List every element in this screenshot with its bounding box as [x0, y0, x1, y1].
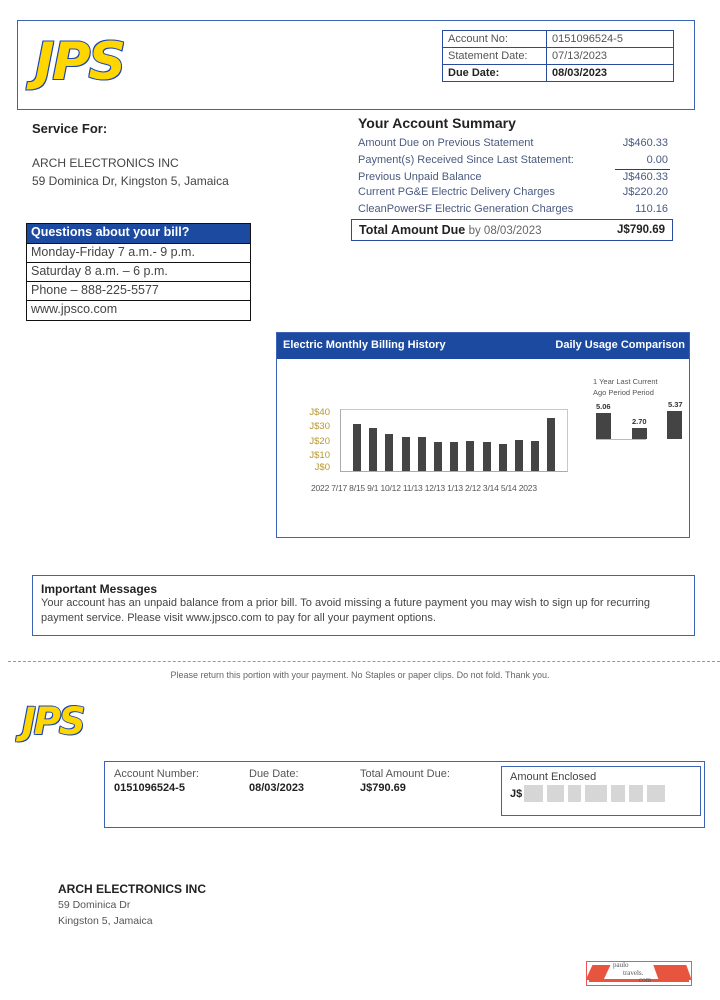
important-messages-body: Your account has an unpaid balance from a prior bill. To avoid missing a future payment you may wish to sign up for recurring payment service. Please visit www.jpsco.com to pay for all your payment options. [41, 597, 650, 624]
summary-label: CleanPowerSF Electric Generation Charges [358, 203, 574, 215]
amount-digit-box[interactable] [647, 785, 665, 802]
chart-header-bar [277, 333, 689, 359]
remit-total-value: J$790.69 [360, 782, 406, 794]
watermark-text [613, 962, 651, 985]
bar [466, 441, 474, 471]
usage-value-label: 5.37 [668, 400, 683, 409]
x-axis-labels: 2022 7/17 8/15 9/1 10/12 11/13 12/13 1/13 2/12 3/14 5/14 2023 [311, 483, 537, 493]
remit-total [360, 768, 450, 794]
perforation-line [8, 661, 720, 662]
bar [434, 442, 442, 471]
remit-due-value: 08/03/2023 [249, 782, 305, 794]
watermark-stripe-left [586, 965, 610, 980]
summary-row [358, 154, 668, 166]
summary-row [358, 186, 668, 198]
summary-row [358, 203, 668, 215]
currency-symbol: J$ [510, 787, 523, 800]
summary-label: Amount Due on Previous Statement [358, 137, 534, 149]
bar [353, 424, 361, 471]
monthly-billing-chart [340, 409, 568, 472]
summary-amount: J$460.33 [622, 137, 668, 149]
bar [450, 442, 458, 471]
bar [385, 434, 393, 471]
amount-digit-box[interactable] [547, 785, 564, 802]
amount-digit-box[interactable] [611, 785, 625, 802]
summary-amount: J$220.20 [622, 186, 668, 198]
remit-account-label: Account Number: [114, 768, 199, 780]
amount-digit-box[interactable] [568, 785, 581, 802]
remit-total-label: Total Amount Due: [360, 768, 450, 780]
amount-enclosed-box [501, 766, 701, 816]
summary-label: Current PG&E Electric Delivery Charges [358, 186, 555, 198]
mailing-address-line2: Kingston 5, Jamaica [58, 915, 153, 927]
mailing-name: ARCH ELECTRONICS INC [58, 882, 207, 896]
daily-usage-title: Daily Usage Comparison [555, 339, 685, 351]
total-amount-due-box [351, 219, 673, 241]
summary-label: Previous Unpaid Balance [358, 171, 482, 183]
remit-due-label: Due Date: [249, 768, 299, 780]
bar [369, 428, 377, 471]
return-instructions: Please return this portion with your payment. No Staples or paper clips. Do not fold. Thank you. [170, 670, 550, 680]
account-number-row [443, 31, 674, 48]
bar [418, 437, 426, 471]
due-date-value: 08/03/2023 [547, 65, 674, 82]
usage-legend-line1: 1 Year Last Current [593, 377, 658, 386]
y-tick: J$10 [309, 450, 330, 461]
bar [499, 444, 507, 471]
watermark-logo [586, 961, 692, 986]
total-due-by-date: by 08/03/2023 [468, 225, 542, 237]
important-messages-heading: Important Messages [41, 582, 158, 596]
jps-logo-stub: JPS [22, 700, 84, 743]
amount-digit-box[interactable] [524, 785, 543, 802]
mailing-address-line1: 59 Dominica Dr [58, 899, 131, 911]
weekday-hours: Monday-Friday 7 a.m.- 9 p.m. [27, 243, 250, 262]
questions-box [26, 223, 251, 321]
usage-bar [667, 411, 682, 439]
y-tick: J$20 [309, 436, 330, 447]
billing-history-title: Electric Monthly Billing History [283, 339, 446, 351]
service-for-heading: Service For: [32, 121, 108, 136]
usage-bar [632, 428, 647, 439]
bar [531, 441, 539, 471]
watermark-line: paulo [613, 961, 629, 969]
summary-row [358, 171, 668, 183]
billing-history-panel [276, 332, 690, 538]
usage-value-label: 5.06 [596, 402, 611, 411]
usage-bar [596, 413, 611, 439]
amount-digit-box[interactable] [629, 785, 643, 802]
y-tick: J$40 [309, 407, 330, 418]
total-label-group [359, 223, 542, 237]
summary-amount: 0.00 [646, 154, 668, 166]
phone-number[interactable]: Phone – 888-225-5577 [27, 281, 250, 300]
account-number-label: Account No: [443, 31, 547, 48]
bar [483, 442, 491, 471]
remit-account [114, 768, 199, 794]
account-info-table [442, 30, 674, 82]
total-due-amount: J$790.69 [617, 224, 665, 236]
usage-baseline [596, 439, 646, 440]
service-customer-name: ARCH ELECTRONICS INC [32, 156, 179, 170]
summary-amount: 110.16 [635, 203, 668, 215]
statement-date-row [443, 48, 674, 65]
summary-row [358, 137, 668, 149]
questions-heading: Questions about your bill? [27, 224, 250, 243]
due-date-label: Due Date: [443, 65, 547, 82]
bar [547, 418, 555, 471]
due-date-row [443, 65, 674, 82]
service-address: 59 Dominica Dr, Kingston 5, Jamaica [32, 174, 229, 188]
remit-due-date [249, 768, 304, 794]
watermark-line: com [639, 976, 652, 984]
summary-subtotal-rule [615, 169, 670, 170]
summary-amount: J$460.33 [622, 171, 668, 183]
summary-label: Payment(s) Received Since Last Statement: [358, 154, 574, 166]
total-due-label: Total Amount Due [359, 223, 466, 237]
y-tick: J$30 [309, 421, 330, 432]
bar [402, 437, 410, 471]
remittance-box [104, 761, 705, 828]
remit-account-value: 0151096524-5 [114, 782, 185, 794]
important-messages-box [32, 575, 695, 636]
account-summary-heading: Your Account Summary [358, 115, 516, 131]
website-link[interactable]: www.jpsco.com [27, 300, 250, 320]
jps-logo: JPS [35, 32, 124, 92]
account-number-value: 0151096524-5 [547, 31, 674, 48]
statement-date-label: Statement Date: [443, 48, 547, 65]
amount-enclosed-field[interactable] [510, 785, 692, 802]
y-tick: J$0 [314, 462, 330, 473]
statement-date-value: 07/13/2023 [547, 48, 674, 65]
amount-enclosed-label: Amount Enclosed [510, 771, 597, 783]
amount-digit-box[interactable] [585, 785, 607, 802]
usage-value-label: 2.70 [632, 417, 647, 426]
usage-legend-line2: Ago Period Period [593, 388, 654, 397]
bar [515, 440, 523, 471]
watermark-stripe-right [653, 965, 691, 980]
saturday-hours: Saturday 8 a.m. – 6 p.m. [27, 262, 250, 281]
watermark-line: travels. [623, 968, 644, 977]
